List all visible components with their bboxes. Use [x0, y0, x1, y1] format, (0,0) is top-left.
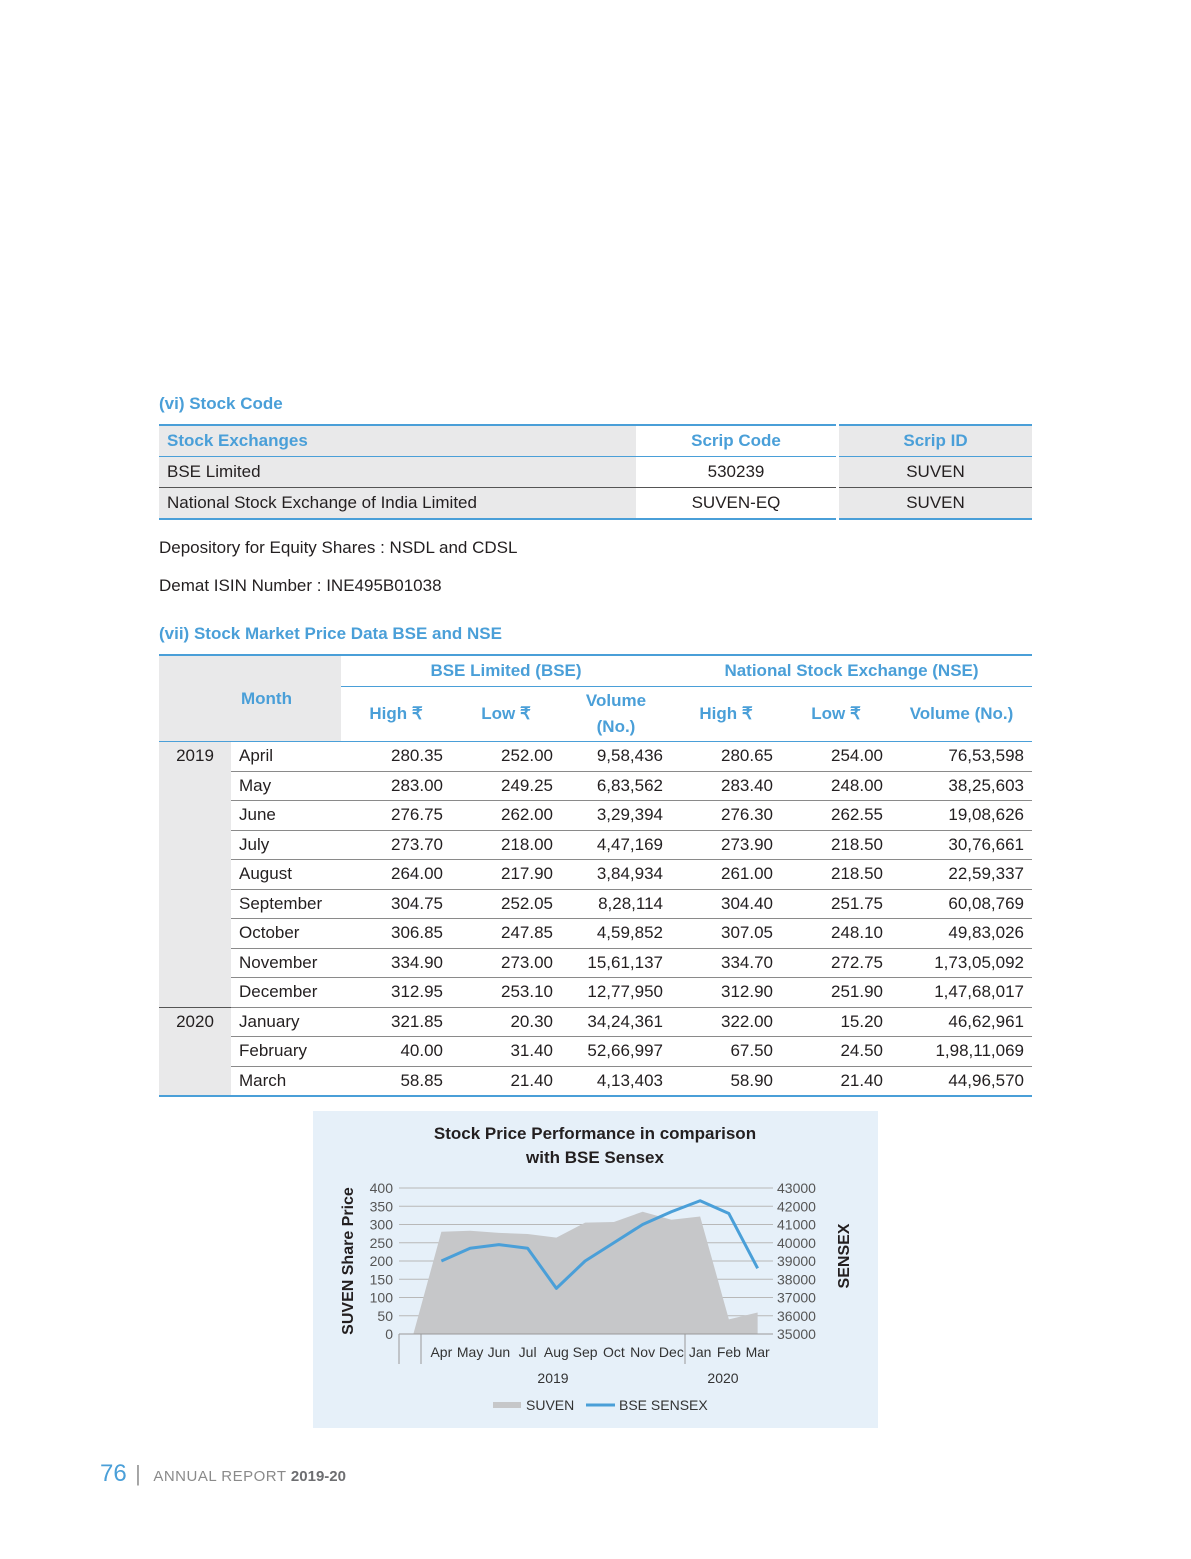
scrip-id-header: Scrip ID	[838, 425, 1033, 457]
x-tick-label: Sep	[572, 1344, 598, 1360]
nse-volume-cell: 44,96,570	[891, 1066, 1032, 1096]
x-tick-label: Jul	[518, 1344, 537, 1360]
bse-low-cell: 273.00	[451, 948, 561, 978]
nse-high-cell: 334.70	[671, 948, 781, 978]
nse-low-header: Low ₹	[781, 687, 891, 742]
scrip-code: 530239	[636, 457, 838, 488]
legend-label-suven: SUVEN	[526, 1397, 575, 1413]
nse-low-cell: 262.55	[781, 801, 891, 831]
table-row	[159, 978, 1032, 1008]
scrip-id: SUVEN	[838, 488, 1033, 520]
bse-volume-cell: 4,13,403	[561, 1066, 671, 1096]
month-cell: May	[231, 771, 341, 801]
year-label: 2019	[537, 1370, 569, 1386]
table-row	[159, 919, 1032, 949]
nse-high-cell: 312.90	[671, 978, 781, 1008]
stock-code-table	[159, 424, 1032, 520]
suven-area	[413, 1212, 757, 1334]
bse-high-cell: 40.00	[341, 1037, 451, 1067]
bse-low-cell: 252.05	[451, 889, 561, 919]
nse-low-cell: 251.90	[781, 978, 891, 1008]
page-footer	[100, 1460, 346, 1488]
nse-volume-cell: 19,08,626	[891, 801, 1032, 831]
month-header: Month	[159, 655, 341, 742]
year-cell: 2020	[159, 1007, 231, 1096]
bse-high-cell: 280.35	[341, 742, 451, 772]
table-row	[159, 1007, 1032, 1037]
nse-high-cell: 307.05	[671, 919, 781, 949]
bse-high-cell: 273.70	[341, 830, 451, 860]
nse-high-cell: 304.40	[671, 889, 781, 919]
exchange-name: National Stock Exchange of India Limited	[159, 488, 636, 520]
bse-volume-cell: 15,61,137	[561, 948, 671, 978]
stock-exchanges-header: Stock Exchanges	[159, 425, 636, 457]
bse-low-header: Low ₹	[451, 687, 561, 742]
bse-high-cell: 276.75	[341, 801, 451, 831]
footer-separator: |	[135, 1461, 141, 1486]
year-label: 2020	[707, 1370, 739, 1386]
y2-tick-label: 36000	[777, 1307, 816, 1324]
nse-low-cell: 24.50	[781, 1037, 891, 1067]
bse-volume-cell: 12,77,950	[561, 978, 671, 1008]
year-cell: 2019	[159, 742, 231, 1008]
report-year: 2019-20	[290, 1468, 346, 1485]
nse-low-cell: 248.10	[781, 919, 891, 949]
nse-header: National Stock Exchange (NSE)	[671, 655, 1032, 687]
stock-performance-chart	[313, 1111, 878, 1428]
bse-low-cell: 21.40	[451, 1066, 561, 1096]
bse-volume-cell: 9,58,436	[561, 742, 671, 772]
bse-volume-cell: 34,24,361	[561, 1007, 671, 1037]
bse-high-cell: 312.95	[341, 978, 451, 1008]
depository-text: Depository for Equity Shares : NSDL and CDSL	[159, 538, 518, 557]
price-header-row-1	[159, 655, 1032, 687]
bse-volume-cell: 52,66,997	[561, 1037, 671, 1067]
nse-volume-cell: 76,53,598	[891, 742, 1032, 772]
nse-high-cell: 280.65	[671, 742, 781, 772]
nse-high-cell: 58.90	[671, 1066, 781, 1096]
bse-high-cell: 306.85	[341, 919, 451, 949]
nse-volume-cell: 1,73,05,092	[891, 948, 1032, 978]
x-tick-label: Apr	[430, 1344, 453, 1360]
nse-volume-cell: 46,62,961	[891, 1007, 1032, 1037]
y2-tick-label: 43000	[777, 1180, 816, 1196]
nse-low-cell: 254.00	[781, 742, 891, 772]
y-axis-title: SUVEN Share Price	[340, 1187, 357, 1335]
table-row	[159, 1037, 1032, 1067]
nse-low-cell: 251.75	[781, 889, 891, 919]
bse-volume-cell: 6,83,562	[561, 771, 671, 801]
nse-low-cell: 218.50	[781, 830, 891, 860]
table-row	[159, 488, 1032, 520]
y2-tick-label: 35000	[777, 1326, 816, 1342]
stock-code-header-row	[159, 425, 1032, 457]
y-tick-label: 150	[369, 1271, 393, 1288]
x-tick-label: Feb	[716, 1344, 741, 1360]
bse-high-cell: 264.00	[341, 860, 451, 890]
chart-svg	[313, 1111, 878, 1428]
section-vi-title: (vi) Stock Code	[159, 394, 283, 413]
section-vii-title: (vii) Stock Market Price Data BSE and NSE	[159, 624, 502, 643]
nse-high-cell: 261.00	[671, 860, 781, 890]
nse-high-header: High ₹	[671, 687, 781, 742]
y-tick-label: 200	[369, 1253, 393, 1269]
nse-volume-cell: 30,76,661	[891, 830, 1032, 860]
exchange-name: BSE Limited	[159, 457, 636, 488]
table-row	[159, 742, 1032, 772]
page-number: 76	[100, 1460, 127, 1487]
bse-low-cell: 252.00	[451, 742, 561, 772]
month-cell: October	[231, 919, 341, 949]
y-tick-label: 50	[377, 1307, 393, 1324]
price-table	[159, 654, 1032, 1097]
bse-high-cell: 283.00	[341, 771, 451, 801]
bse-high-cell: 321.85	[341, 1007, 451, 1037]
bse-volume-cell: 3,29,394	[561, 801, 671, 831]
bse-header: BSE Limited (BSE)	[341, 655, 671, 687]
bse-low-cell: 262.00	[451, 801, 561, 831]
scrip-id: SUVEN	[838, 457, 1033, 488]
bse-high-cell: 58.85	[341, 1066, 451, 1096]
table-row	[159, 771, 1032, 801]
bse-low-cell: 217.90	[451, 860, 561, 890]
y-tick-label: 0	[385, 1326, 393, 1342]
chart-title: Stock Price Performance in comparison	[433, 1124, 757, 1143]
month-cell: July	[231, 830, 341, 860]
bse-low-cell: 249.25	[451, 771, 561, 801]
nse-volume-cell: 22,59,337	[891, 860, 1032, 890]
y2-tick-label: 37000	[777, 1289, 816, 1306]
bse-low-cell: 20.30	[451, 1007, 561, 1037]
y2-tick-label: 41000	[777, 1216, 816, 1233]
bse-volume-cell: 4,59,852	[561, 919, 671, 949]
y-tick-label: 300	[369, 1216, 393, 1233]
x-tick-label: Dec	[658, 1344, 684, 1360]
y2-tick-label: 39000	[777, 1253, 816, 1269]
nse-low-cell: 272.75	[781, 948, 891, 978]
y2-tick-label: 42000	[777, 1198, 816, 1215]
bse-high-cell: 304.75	[341, 889, 451, 919]
bse-volume-cell: 3,84,934	[561, 860, 671, 890]
month-cell: March	[231, 1066, 341, 1096]
nse-high-cell: 322.00	[671, 1007, 781, 1037]
table-row	[159, 801, 1032, 831]
nse-volume-header: Volume (No.)	[891, 687, 1032, 742]
table-row	[159, 889, 1032, 919]
bse-volume-header: Volume (No.)	[561, 687, 671, 742]
table-row	[159, 860, 1032, 890]
month-cell: June	[231, 801, 341, 831]
bse-volume-cell: 8,28,114	[561, 889, 671, 919]
legend-label-sensex: BSE SENSEX	[619, 1397, 708, 1413]
month-cell: August	[231, 860, 341, 890]
table-row	[159, 1066, 1032, 1096]
x-tick-label: Oct	[602, 1344, 625, 1360]
y-tick-label: 250	[369, 1234, 393, 1251]
x-tick-label: Mar	[745, 1344, 770, 1360]
nse-volume-cell: 1,98,11,069	[891, 1037, 1032, 1067]
y2-tick-label: 38000	[777, 1271, 816, 1288]
bse-high-cell: 334.90	[341, 948, 451, 978]
nse-low-cell: 218.50	[781, 860, 891, 890]
month-cell: November	[231, 948, 341, 978]
y-tick-label: 400	[369, 1180, 393, 1196]
nse-volume-cell: 1,47,68,017	[891, 978, 1032, 1008]
table-row	[159, 830, 1032, 860]
scrip-code-header: Scrip Code	[636, 425, 838, 457]
nse-high-cell: 67.50	[671, 1037, 781, 1067]
month-cell: April	[231, 742, 341, 772]
bse-high-header: High ₹	[341, 687, 451, 742]
nse-volume-cell: 49,83,026	[891, 919, 1032, 949]
x-tick-label: May	[456, 1344, 484, 1360]
isin-text: Demat ISIN Number : INE495B01038	[159, 576, 442, 595]
report-label: ANNUAL REPORT	[153, 1468, 291, 1485]
month-cell: January	[231, 1007, 341, 1037]
y2-axis-title: SENSEX	[836, 1223, 853, 1289]
bse-low-cell: 31.40	[451, 1037, 561, 1067]
x-tick-label: Aug	[543, 1344, 569, 1360]
y-tick-label: 350	[369, 1198, 393, 1215]
nse-high-cell: 276.30	[671, 801, 781, 831]
y-tick-label: 100	[369, 1289, 393, 1306]
nse-high-cell: 283.40	[671, 771, 781, 801]
nse-volume-cell: 60,08,769	[891, 889, 1032, 919]
y2-tick-label: 40000	[777, 1234, 816, 1251]
x-tick-label: Jun	[487, 1344, 511, 1360]
nse-high-cell: 273.90	[671, 830, 781, 860]
bse-low-cell: 247.85	[451, 919, 561, 949]
month-cell: September	[231, 889, 341, 919]
x-tick-label: Jan	[688, 1344, 712, 1360]
table-row	[159, 457, 1032, 488]
table-row	[159, 948, 1032, 978]
chart-title: with BSE Sensex	[526, 1148, 664, 1167]
nse-volume-cell: 38,25,603	[891, 771, 1032, 801]
bse-low-cell: 218.00	[451, 830, 561, 860]
month-cell: December	[231, 978, 341, 1008]
scrip-code: SUVEN-EQ	[636, 488, 838, 520]
nse-low-cell: 21.40	[781, 1066, 891, 1096]
nse-low-cell: 15.20	[781, 1007, 891, 1037]
bse-volume-cell: 4,47,169	[561, 830, 671, 860]
x-tick-label: Nov	[630, 1344, 656, 1360]
bse-low-cell: 253.10	[451, 978, 561, 1008]
month-cell: February	[231, 1037, 341, 1067]
nse-low-cell: 248.00	[781, 771, 891, 801]
